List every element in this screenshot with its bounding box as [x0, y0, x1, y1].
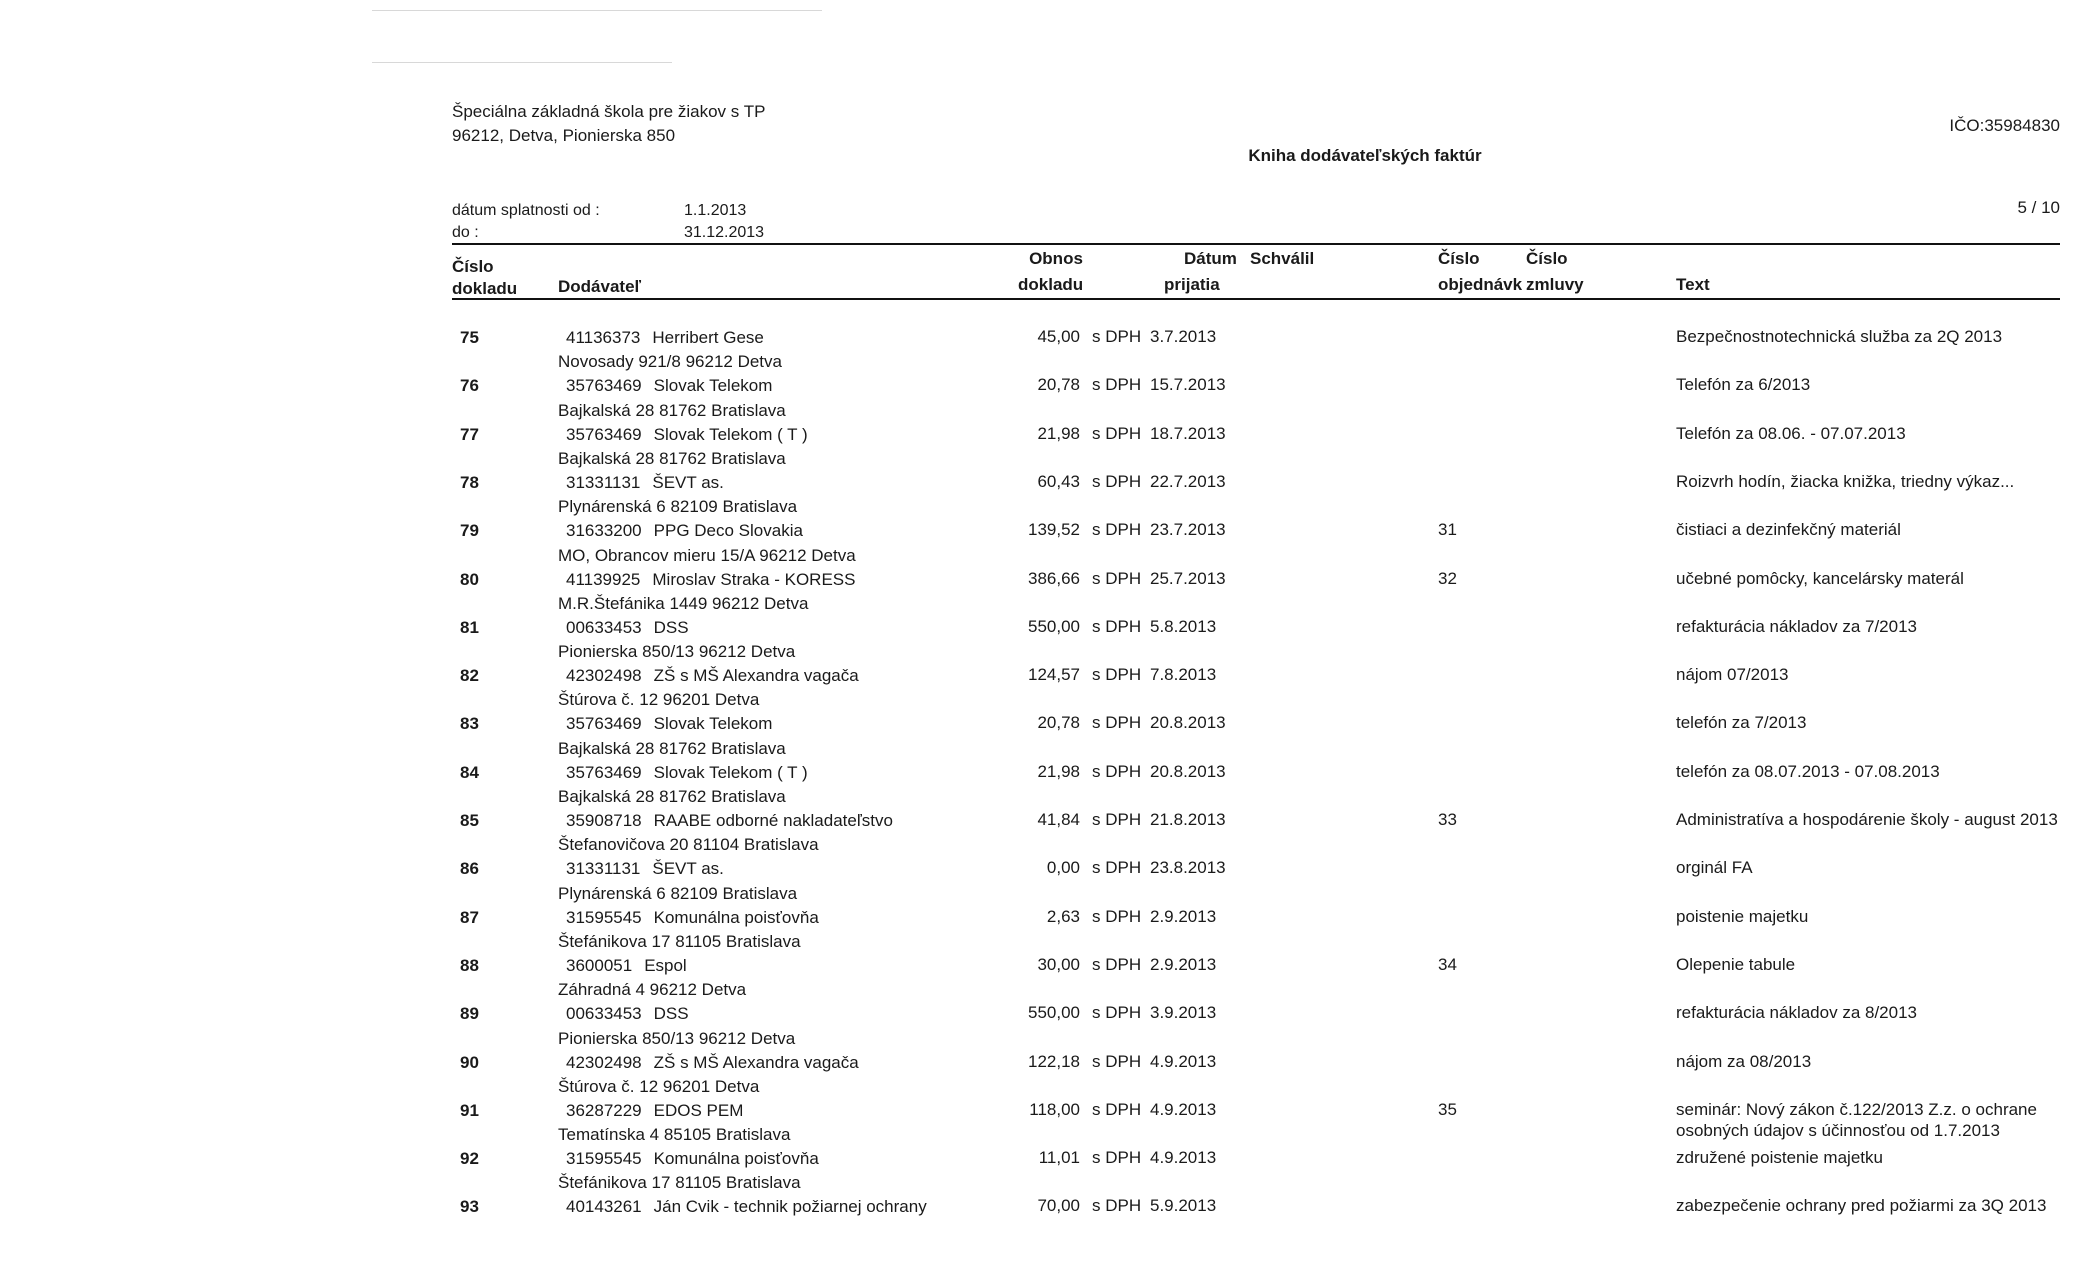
supplier-name: ŠEVT as.	[652, 472, 724, 492]
school-address: 96212, Detva, Pionierska 850	[452, 126, 676, 145]
supplier-id-value: 3600051	[566, 955, 633, 975]
due-date-range	[452, 200, 764, 244]
received-date: 23.7.2013	[1150, 520, 1226, 540]
amount: 30,00	[1037, 954, 1080, 974]
col-amount: Obnos dokladu	[1018, 249, 1084, 294]
vat-flag: s DPH	[1092, 568, 1142, 588]
supplier-name: PPG Deco Slovakia	[653, 521, 803, 541]
supplier-id	[566, 425, 808, 445]
row-number: 90	[460, 1052, 479, 1072]
supplier-id	[566, 328, 764, 348]
amount: 122,18	[1028, 1051, 1080, 1071]
supplier-address: Štefanovičova 20 81104 Bratislava	[558, 835, 819, 855]
due-to-value: 31.12.2013	[684, 224, 765, 241]
supplier-id	[566, 376, 772, 396]
amount: 118,00	[1029, 1099, 1080, 1119]
table-row	[0, 395, 2100, 443]
row-number: 86	[460, 859, 479, 879]
supplier-name: Slovak Telekom	[653, 376, 773, 396]
table-row	[0, 298, 2100, 346]
school-name: Špeciálna základná škola pre žiakov s TP	[452, 102, 766, 121]
amount: 21,98	[1037, 761, 1080, 781]
description-text: Telefón za 6/2013	[1676, 375, 1811, 395]
supplier-address: Novosady 921/8 96212 Detva	[558, 352, 782, 372]
received-date: 25.7.2013	[1150, 568, 1226, 588]
row-number: 83	[460, 714, 479, 734]
table-row	[0, 540, 2100, 588]
supplier-name: Espol	[644, 955, 687, 975]
supplier-name: Komunálna poisťovňa	[653, 907, 819, 927]
supplier-name: Miroslav Straka - KORESS	[652, 569, 856, 589]
description-text: čistiaci a dezinfekčný materiál	[1676, 520, 1901, 540]
vat-flag: s DPH	[1092, 713, 1142, 733]
table-row	[0, 878, 2100, 926]
amount: 550,00	[1028, 1003, 1080, 1023]
received-date: 5.8.2013	[1150, 616, 1217, 636]
supplier-address: Štúrova č. 12 96201 Detva	[558, 690, 760, 710]
supplier-id	[566, 618, 689, 638]
row-number: 81	[460, 617, 479, 637]
received-date: 2.9.2013	[1150, 954, 1217, 974]
row-number: 80	[460, 569, 479, 589]
amount: 20,78	[1037, 713, 1080, 733]
supplier-address: Štúrova č. 12 96201 Detva	[558, 1076, 760, 1096]
supplier-address: Bajkalská 28 81762 Bratislava	[558, 400, 786, 420]
supplier-name: Herribert Gese	[652, 328, 764, 347]
supplier-id-value: 40143261	[566, 1197, 642, 1217]
supplier-id-value: 35763469	[566, 376, 642, 396]
description-text: učebné pomôcky, kancelársky materál	[1676, 568, 1964, 588]
supplier-id	[566, 473, 724, 493]
supplier-id-value: 31595545	[566, 907, 642, 927]
ico-number: IČO:35984830	[1949, 116, 2060, 135]
description-text: združené poistenie majetku	[1676, 1148, 1883, 1168]
supplier-name: Ján Cvik - technik požiarnej ochrany	[653, 1197, 927, 1217]
table-row	[0, 684, 2100, 732]
supplier-id	[566, 1004, 689, 1024]
supplier-address: Tematínska 4 85105 Bratislava	[558, 1125, 791, 1145]
supplier-id	[566, 666, 859, 686]
row-number: 84	[460, 762, 479, 782]
supplier-address: Bajkalská 28 81762 Bratislava	[558, 787, 786, 806]
amount: 41,84	[1037, 810, 1080, 829]
row-number: 75	[460, 328, 479, 347]
supplier-address: Bajkalská 28 81762 Bratislava	[558, 448, 786, 468]
col-contract-number: Číslo zmluvy	[1526, 249, 1584, 294]
supplier-id-value: 41136373	[566, 328, 641, 347]
scan-artifact-line	[372, 10, 822, 11]
vat-flag: s DPH	[1092, 423, 1142, 443]
row-number: 79	[460, 521, 479, 541]
description-text: orginál FA	[1676, 858, 1753, 878]
supplier-id	[566, 1149, 819, 1169]
supplier-id-value: 00633453	[566, 617, 642, 637]
vat-flag: s DPH	[1092, 327, 1142, 346]
amount: 139,52	[1028, 520, 1080, 540]
supplier-id-value: 42302498	[566, 1052, 642, 1072]
vat-flag: s DPH	[1092, 1099, 1142, 1119]
description-text: Telefón za 08.06. - 07.07.2013	[1676, 423, 1906, 443]
description-text: Roizvrh hodín, žiacka knižka, triedny výkaz...	[1676, 471, 2015, 491]
description-text: Administratíva a hospodárenie školy - august 2013	[1676, 810, 2058, 829]
amount: 0,00	[1046, 858, 1080, 878]
supplier-address: Záhradná 4 96212 Detva	[558, 980, 747, 1000]
supplier-id-value: 35908718	[566, 811, 642, 830]
supplier-id-value: 41139925	[566, 569, 641, 589]
scan-artifact-line	[372, 62, 672, 63]
row-number: 77	[460, 424, 479, 444]
vat-flag: s DPH	[1092, 1003, 1142, 1023]
supplier-id-value: 31331131	[566, 472, 641, 492]
description-text: telefón za 08.07.2013 - 07.08.2013	[1676, 761, 1940, 781]
amount: 45,00	[1037, 327, 1080, 346]
vat-flag: s DPH	[1092, 1051, 1142, 1071]
row-number: 91	[460, 1100, 479, 1120]
supplier-name: RAABE odborné nakladateľstvo	[653, 811, 893, 830]
amount: 2,63	[1046, 906, 1080, 926]
received-date: 2.9.2013	[1150, 906, 1217, 926]
supplier-name: DSS	[653, 617, 689, 637]
order-number: 33	[1438, 810, 1457, 829]
supplier-id-value: 35763469	[566, 714, 642, 734]
supplier-address: MO, Obrancov mieru 15/A 96212 Detva	[558, 545, 856, 565]
supplier-address: M.R.Štefánika 1449 96212 Detva	[558, 593, 809, 613]
description-text: seminár: Nový zákon č.122/2013 Z.z. o ochrane osobných údajov s účinnosťou od 1.7.2013	[1676, 1099, 2037, 1140]
received-date: 20.8.2013	[1150, 713, 1226, 733]
supplier-id	[566, 714, 772, 734]
supplier-name: EDOS PEM	[653, 1100, 744, 1120]
order-number: 31	[1438, 520, 1457, 540]
supplier-address: Štefánikova 17 81105 Bratislava	[558, 931, 801, 951]
table-row	[0, 829, 2100, 877]
amount: 20,78	[1037, 375, 1080, 395]
row-number: 82	[460, 666, 479, 686]
description-text: nájom 07/2013	[1676, 665, 1789, 685]
vat-flag: s DPH	[1092, 1148, 1142, 1168]
supplier-address: Plynárenská 6 82109 Bratislava	[558, 497, 798, 517]
row-number: 93	[460, 1197, 479, 1217]
col-supplier: Dodávateľ	[558, 277, 642, 296]
amount: 70,00	[1037, 1196, 1080, 1216]
row-number: 76	[460, 376, 479, 396]
supplier-id-value: 00633453	[566, 1004, 642, 1024]
description-text: nájom za 08/2013	[1676, 1051, 1812, 1071]
table-row	[0, 346, 2100, 394]
vat-flag: s DPH	[1092, 1196, 1142, 1216]
description-text: Bezpečnostnotechnická služba za 2Q 2013	[1676, 327, 2003, 346]
vat-flag: s DPH	[1092, 858, 1142, 878]
vat-flag: s DPH	[1092, 906, 1142, 926]
description-text: zabezpečenie ochrany pred požiarmi za 3Q 2013	[1676, 1196, 2047, 1216]
supplier-id	[566, 1101, 743, 1121]
table-row	[0, 491, 2100, 539]
vat-flag: s DPH	[1092, 375, 1142, 395]
supplier-id	[566, 1197, 927, 1217]
row-number: 89	[460, 1004, 479, 1024]
supplier-name: Slovak Telekom ( T )	[653, 762, 808, 782]
vat-flag: s DPH	[1092, 616, 1142, 636]
received-date: 5.9.2013	[1150, 1196, 1217, 1216]
supplier-id	[566, 908, 819, 928]
vat-flag: s DPH	[1092, 954, 1142, 974]
supplier-name: ZŠ s MŠ Alexandra vagača	[653, 1052, 859, 1072]
table-row	[0, 1167, 2100, 1215]
order-number: 32	[1438, 568, 1457, 588]
description-text: refakturácia nákladov za 8/2013	[1676, 1003, 1917, 1023]
table-row	[0, 588, 2100, 636]
header-top-rule	[452, 243, 2060, 245]
supplier-id	[566, 763, 808, 783]
amount: 550,00	[1028, 616, 1080, 636]
row-number: 92	[460, 1149, 479, 1169]
description-text: refakturácia nákladov za 7/2013	[1676, 616, 1917, 636]
received-date: 4.9.2013	[1150, 1099, 1217, 1119]
supplier-id	[566, 1053, 859, 1073]
col-received-date: Dátum prijatia	[1164, 249, 1237, 294]
table-row	[0, 733, 2100, 781]
received-date: 22.7.2013	[1150, 471, 1226, 491]
received-date: 7.8.2013	[1150, 665, 1217, 685]
supplier-id-value: 31633200	[566, 521, 642, 541]
supplier-id-value: 31595545	[566, 1149, 642, 1169]
table-row	[0, 974, 2100, 1022]
received-date: 15.7.2013	[1150, 375, 1226, 395]
col-order-number: Číslo objednávk	[1438, 249, 1523, 294]
document-title: Kniha dodávateľských faktúr	[1248, 146, 1482, 165]
supplier-address: Štefánikova 17 81105 Bratislava	[558, 1173, 801, 1193]
supplier-name: Komunálna poisťovňa	[653, 1149, 819, 1169]
table-row	[0, 926, 2100, 974]
amount: 124,57	[1028, 665, 1080, 685]
row-number: 87	[460, 907, 479, 927]
order-number: 35	[1438, 1099, 1457, 1119]
supplier-address: Pionierska 850/13 96212 Detva	[558, 642, 796, 662]
supplier-name: ZŠ s MŠ Alexandra vagača	[653, 666, 859, 686]
received-date: 23.8.2013	[1150, 858, 1226, 878]
row-number: 85	[460, 811, 479, 830]
col-text: Text	[1676, 275, 1710, 294]
supplier-id-value: 35763469	[566, 424, 642, 444]
col-approved: Schválil	[1250, 249, 1315, 268]
supplier-id	[566, 859, 724, 879]
supplier-id-value: 35763469	[566, 762, 642, 782]
supplier-address: Plynárenská 6 82109 Bratislava	[558, 883, 798, 903]
amount: 11,01	[1038, 1148, 1080, 1168]
supplier-name: ŠEVT as.	[652, 859, 724, 879]
amount: 386,66	[1028, 568, 1080, 588]
received-date: 3.9.2013	[1150, 1003, 1217, 1023]
page-number: 5 / 10	[2017, 198, 2060, 217]
received-date: 3.7.2013	[1150, 327, 1217, 346]
received-date: 4.9.2013	[1150, 1051, 1217, 1071]
vat-flag: s DPH	[1092, 665, 1142, 685]
due-from-value: 1.1.2013	[684, 202, 747, 219]
supplier-address: Pionierska 850/13 96212 Detva	[558, 1028, 796, 1048]
row-number: 88	[460, 955, 479, 975]
table-row	[0, 1023, 2100, 1071]
received-date: 18.7.2013	[1150, 423, 1226, 443]
supplier-address: Bajkalská 28 81762 Bratislava	[558, 738, 786, 758]
due-from-label: dátum splatnosti od :	[452, 202, 600, 219]
table-row	[0, 781, 2100, 829]
supplier-id-value: 31331131	[566, 859, 641, 879]
row-number: 78	[460, 472, 479, 492]
supplier-id	[566, 570, 855, 590]
due-to-label: do :	[452, 224, 479, 241]
order-number: 34	[1438, 954, 1457, 974]
supplier-id	[566, 811, 893, 831]
received-date: 4.9.2013	[1150, 1148, 1217, 1168]
col-doc-number: Číslo dokladu	[452, 257, 518, 298]
supplier-id	[566, 956, 687, 976]
school-header	[452, 100, 765, 148]
amount: 60,43	[1037, 471, 1080, 491]
supplier-id-value: 36287229	[566, 1100, 642, 1120]
vat-flag: s DPH	[1092, 761, 1142, 781]
vat-flag: s DPH	[1092, 810, 1142, 829]
received-date: 20.8.2013	[1150, 761, 1226, 781]
description-text: Olepenie tabule	[1676, 954, 1796, 974]
supplier-name: DSS	[653, 1004, 689, 1024]
supplier-id-value: 42302498	[566, 666, 642, 686]
description-text: poistenie majetku	[1676, 906, 1809, 926]
vat-flag: s DPH	[1092, 520, 1142, 540]
table-row	[0, 443, 2100, 491]
table-row	[0, 636, 2100, 684]
supplier-name: Slovak Telekom	[653, 714, 773, 734]
description-text: telefón za 7/2013	[1676, 713, 1807, 733]
amount: 21,98	[1037, 423, 1080, 443]
table-row	[0, 1119, 2100, 1167]
supplier-id	[566, 521, 803, 541]
vat-flag: s DPH	[1092, 471, 1142, 491]
supplier-name: Slovak Telekom ( T )	[653, 424, 808, 444]
received-date: 21.8.2013	[1150, 810, 1226, 829]
